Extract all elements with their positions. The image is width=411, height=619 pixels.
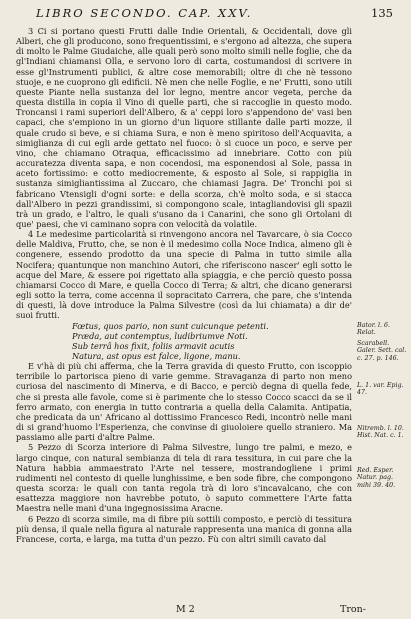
margin-note-epig: L. 1. var. Epig. 47.: [357, 382, 404, 397]
margin-note-bator: Bator. l. 6. Relat.: [357, 322, 391, 337]
verse-line-4: Natura, ast opus est falce, ligone, manu.: [72, 351, 241, 361]
catchword: Tron-: [340, 604, 366, 615]
paragraph-3: 3 Ci si portano questi Frutti dalle Indie Orientali, & Occidentali, dove gli Alberi, che gli producono, sono frequentissimi, e s'ergono ad altezza, che supera di molto le Palme Giudaiche, alle quali però sono molto simili nelle foglie, che da gl'Indiani chiamansi Olla, e servono loro di carta, costumandosi di scrivere in esse gl'Instrumenti publici, & altre cose memorabili; oltre di che nè tessono stuoje, e ne cuoprono gli edificii. Nè men che nelle Foglie, e ne' Frutti, sono utili queste Piante nella sustanza del lor legno, mentre ancor vegeta, perche da questa distilla in copia il Vino di quelle parti, che si raccoglie in questo modo. Troncansi i rami superiori dell'Albero, & a' ceppi loro s'appendono de' vasi ben capaci, che s'empiono in un giorno d'un liquore stillante dalle parti mozze, il quale crudo si beve, e si chiama Sura, e non è meno spiritoso dell'Acquavita, a simiglianza di cui egli arde gettato nel fuoco: ò si cuoce un poco, e serve per vino, che chiamano Otraqua, efficacissimo ad innebriare. Cotto con più accuratezza diventa sapa, e non cocendosi, ma esponendosi al Sole, passa in aceto fortissimo: e cotto mediocremente, & esposto al Sole, si rappiglia in sustanza simigliantissima al Zuccaro, che chiamasi Jagra. De' Tronchi poi si fabricano Vtensigli d'ogni sorte: e della scorza, ch'è molto soda, e si stacca dall'Albero in pezzi grandissimi, si compongono scale, intagliandovisi gli spazii trà un grado, e l'altro, le quali s'usano da i Canarini, che sono gli Ortolani di que' paesi, che vi caminano sopra con velocità da volatile.: [16, 26, 352, 229]
margin-note-nitremb: Nitremb. l. 10. Hist. Nat. c. 1.: [357, 425, 404, 440]
page-number: 135: [371, 6, 393, 20]
paragraph-6: 6 Pezzo di scorza simile, ma di fibre più sottili composto, e perciò di tessitura più densa, il quale nella figura al naturale rappresenta una manica di gonna alla Francese, corta, e larga, ma tutta d'un pezzo. Fù con altri simili cavato dal: [16, 513, 352, 544]
running-header: [12, 6, 403, 22]
verse-line-1: Fœtus, quos pario, non sunt cuicunque petenti.: [72, 320, 269, 331]
paragraph-4: 4 Le medesime particolarità si rinvengono ancora nel Tavarcare, ò sia Cocco delle Maldiva, Frutto, che, se non è il medesimo colla Noce Indica, almeno gli è congenere, essendo prodotto da una specie di Palma in tutto simile alla Nocifera; quantunque non manchino Autori, che riferiscono nascer' egli sotto le acque del Mare, & essere poi rigettato alla spiaggia, e che perciò questo possa chiamarsi Cocco di Mare, e quella Cocco di Terra; & altri, che dicano generarsi egli sotto la terra, come accenna il sopracitato Carrera, che pare, che s'intenda di questi, là dove introduce la Palma Silvestre (così da lui chiamata) a dir de' suoi frutti.: [16, 229, 352, 321]
signature-mark: M 2: [176, 604, 195, 615]
paragraph-continuation: E v'hà di più chi afferma, che la Terra gravida di questo Frutto, con iscoppio terribile lo partorisca pieno di varie gemme. Stravaganza di parto non meno curiosa del nascimento di Minerva, e di Bacco, e perciò degna di quella fede, che si presta alle favole, come si è parimente che lo stesso Cocco scacci da se il ferro armato, con energia in tutto contraria a quella della Calamita. Antipatia, che predicata da un' Africano al dottissimo Francesco Redi, incontrò nelle mani di si grand'huomo l'Esperienza, che convinse di giuoloiere quello straniero. Ma passiamo alle parti d'altre Palme.: [16, 361, 352, 443]
verse-line-2: Præda, aut contemptus, ludibriumve Noti.: [72, 330, 248, 341]
verse-line-3: Sub terrâ hos fixit, foliis armavit acutis: [72, 340, 235, 351]
margin-note-scarabelli: Scarabell. Galer. Sett. cal. c. 27. p. 146.: [357, 340, 407, 362]
paragraph-5: 5 Pezzo di Scorza interiore di Palma Silvestre, lungo tre palmi, e mezo, e largo cinque, con natural sembianza di tela di rara tessitura, in cui pare che la Natura habbia ammaestrato l'Arte nel tessere, mostrandogliene i primi rudimenti nel contesto di quelle lunghissime, e ben sode fibre, che compongono questa scorza: le quali con tanta regola trà di loro s'incavalcano, che con esattezza maggiore non havrebbe potuto, ò saputo commettere l'Arte fatta Maestra nelle mani d'una ingegnosissima Aracne.: [16, 442, 352, 514]
running-title: LIBRO SECONDO. CAP. XXV.: [36, 6, 253, 20]
margin-note-redi: Red. Esper. Natur. pag. mihi 39. 40.: [357, 467, 396, 489]
text-column: [16, 26, 352, 544]
